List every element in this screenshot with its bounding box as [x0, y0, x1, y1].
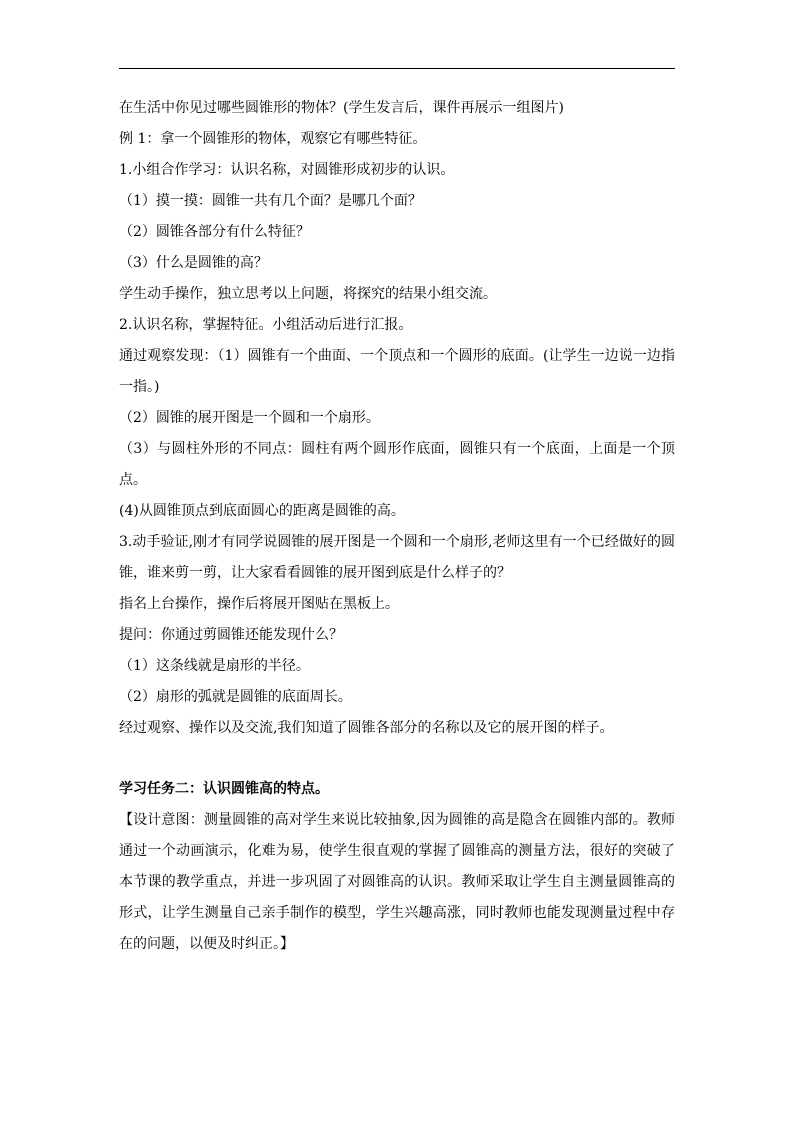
paragraph: 指名上台操作，操作后将展开图贴在黑板上。: [119, 596, 399, 612]
paragraph: (4)从圆锥顶点到底面圆心的距离是圆锥的高。: [119, 503, 405, 519]
paragraph: 在生活中你见过哪些圆锥形的物体？(学生发言后，课件再展示一组图片): [119, 100, 564, 116]
paragraph: 例 1：拿一个圆锥形的物体，观察它有哪些特征。: [119, 131, 427, 147]
paragraph: 2.认识名称，掌握特征。小组活动后进行汇报。: [119, 317, 413, 333]
header-rule: [119, 68, 675, 69]
paragraph: （2）圆锥各部分有什么特征？: [119, 224, 310, 240]
document-body: [119, 93, 675, 960]
paragraph: （2）扇形的弧就是圆锥的底面周长。: [119, 689, 352, 705]
paragraph: （2）圆锥的展开图是一个圆和一个扇形。: [119, 410, 380, 426]
paragraph: （1）摸一摸：圆锥一共有几个面？是哪几个面？: [119, 193, 422, 209]
section-heading: 学习任务二：认识圆锥高的特点。: [119, 781, 329, 797]
design-note: 【设计意图：测量圆锥的高对学生来说比较抽象,因为圆锥的高是隐含在圆锥内部的。教师通过一个动画演示，化难为易，使学生很直观的掌握了圆锥高的测量方法，很好的突破了本节课的教学重点，并进一步巩固了对圆锥高的认识。教师采取让学生自主测量圆锥高的形式，让学生测量自己亲手制作的模型，学生兴趣高涨，同时教师也能发现测量过程中存在的问题，以便及时纠正。】: [119, 812, 675, 952]
paragraph: （3）什么是圆锥的高？: [119, 255, 268, 271]
paragraph: 经过观察、操作以及交流,我们知道了圆锥各部分的名称以及它的展开图的样子。: [119, 720, 614, 736]
paragraph: 3.动手验证,刚才有同学说圆锥的展开图是一个圆和一个扇形,老师这里有一个已经做好的圆锥，谁来剪一剪，让大家看看圆锥的展开图到底是什么样子的？: [119, 534, 675, 581]
paragraph: 学生动手操作，独立思考以上问题，将探究的结果小组交流。: [119, 286, 497, 302]
paragraph: （3）与圆柱外形的不同点：圆柱有两个圆形作底面，圆锥只有一个底面，上面是一个顶点。: [119, 441, 675, 488]
paragraph: 通过观察发现：（1）圆锥有一个曲面、一个顶点和一个圆形的底面。(让学生一边说一边指一指。): [119, 348, 675, 395]
paragraph: 1.小组合作学习：认识名称，对圆锥形成初步的认识。: [119, 162, 455, 178]
paragraph: 提问：你通过剪圆锥还能发现什么？: [119, 627, 343, 643]
paragraph: （1）这条线就是扇形的半径。: [119, 658, 310, 674]
